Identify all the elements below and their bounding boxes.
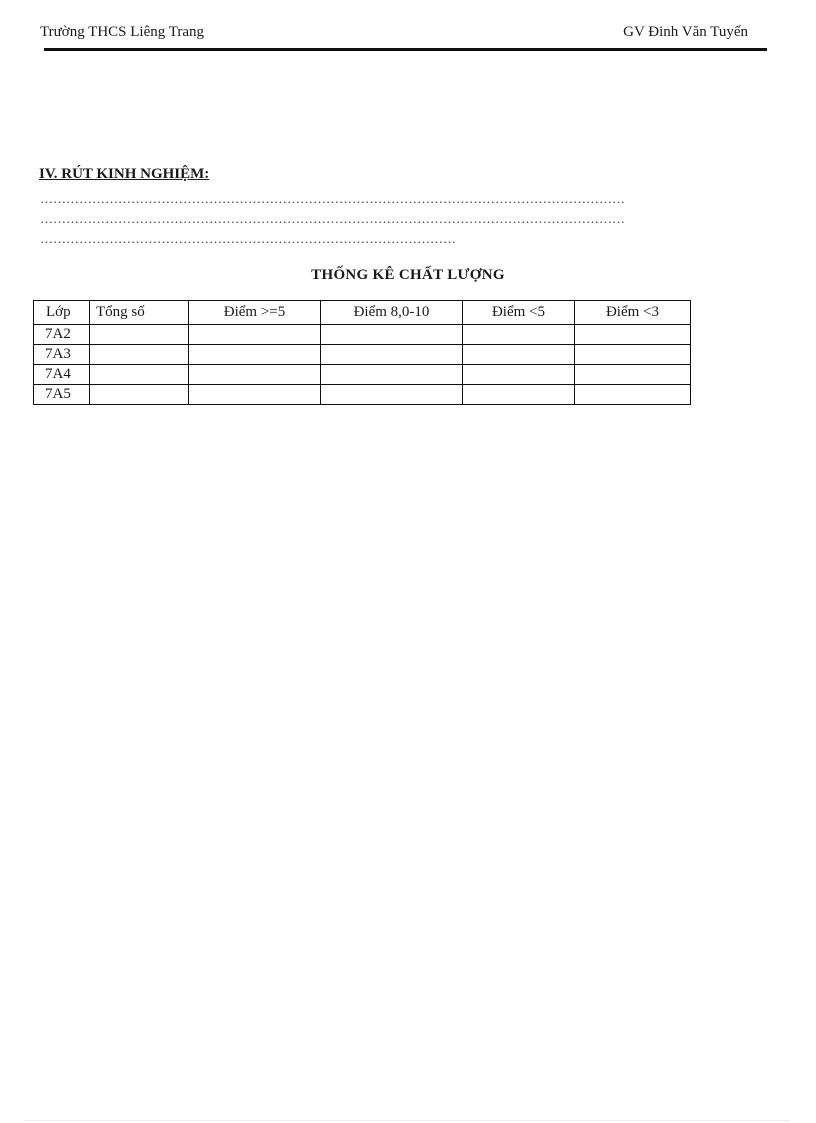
table-cell (463, 345, 575, 365)
table-cell (575, 325, 691, 345)
table-cell (575, 345, 691, 365)
table-cell (189, 345, 321, 365)
page-header (40, 24, 750, 46)
table-cell (90, 385, 189, 405)
table-cell (321, 365, 463, 385)
class-cell: 7A3 (34, 345, 90, 365)
header-score-lt5: Điểm <5 (463, 301, 575, 325)
class-cell: 7A4 (34, 365, 90, 385)
class-cell: 7A2 (34, 325, 90, 345)
dotted-line-3: …………………………………………………………………………………… (40, 231, 456, 246)
table-cell (575, 385, 691, 405)
header-score-8-10: Điểm 8,0-10 (321, 301, 463, 325)
table-cell (321, 385, 463, 405)
table-cell (189, 365, 321, 385)
stats-title: THỐNG KÊ CHẤT LƯỢNG (311, 267, 505, 283)
table-header-row (34, 301, 691, 325)
table-cell (189, 385, 321, 405)
header-divider (44, 48, 767, 51)
stats-table (33, 300, 691, 405)
dotted-line-1: ……………………………………………………………………………………………………………………… (40, 191, 625, 206)
table-cell (463, 385, 575, 405)
table-cell (321, 325, 463, 345)
table-row (34, 345, 691, 365)
footer-divider (24, 1120, 790, 1121)
table-row (34, 365, 691, 385)
table-cell (575, 365, 691, 385)
class-cell: 7A5 (34, 385, 90, 405)
table-cell (189, 325, 321, 345)
header-score-lt3: Điểm <3 (575, 301, 691, 325)
table-row (34, 325, 691, 345)
table-cell (321, 345, 463, 365)
dotted-line-2: ……………………………………………………………………………………………………………………… (40, 211, 625, 226)
header-total: Tổng số (90, 301, 189, 325)
table-cell (90, 345, 189, 365)
school-name: Trường THCS Liêng Trang (40, 24, 205, 40)
table-cell (90, 365, 189, 385)
table-cell (463, 325, 575, 345)
table-row (34, 385, 691, 405)
header-score-ge5: Điểm >=5 (189, 301, 321, 325)
table-cell (90, 325, 189, 345)
header-class: Lớp (34, 301, 90, 325)
section-title: IV. RÚT KINH NGHIỆM: (39, 166, 210, 182)
table-cell (463, 365, 575, 385)
teacher-name: GV Đinh Văn Tuyến (623, 24, 748, 40)
